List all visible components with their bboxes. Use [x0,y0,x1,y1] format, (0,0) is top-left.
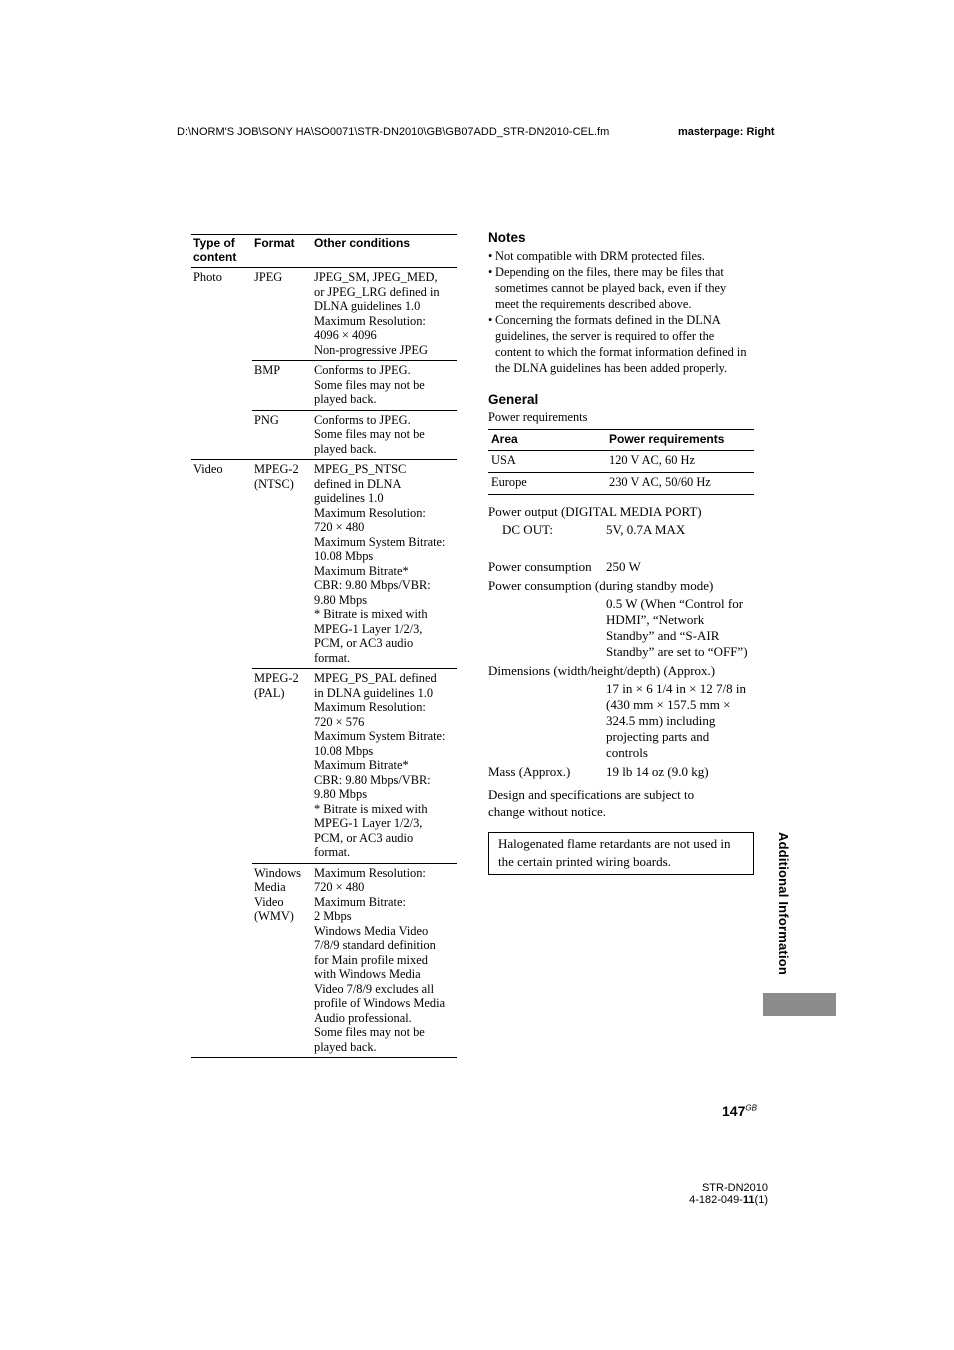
header-power-requirements: Power requirements [606,430,754,451]
page-number [722,1103,757,1119]
condition-line: played back. [314,441,377,456]
condition-line: Maximum Resolution: [314,505,426,520]
conditions-cell [312,268,457,361]
footnote-line: * Bitrate is mixed with [314,801,428,816]
condition-line: DLNA guidelines 1.0 [314,299,421,313]
model-name: STR-DN2010 [701,1182,768,1194]
condition-line: 10.08 Mbps [314,549,374,563]
table-row [191,669,457,864]
note-line: content to which the format information defined in [495,345,747,359]
condition-line: Maximum Bitrate: [314,894,406,909]
page-number-value: 147 [722,1103,746,1119]
condition-line: Some files may not be [314,1025,425,1039]
type-cell [191,410,252,460]
power-consumption-value: 250 W [606,559,641,574]
mass-value: 19 lb 14 oz (9.0 kg) [606,764,709,779]
condition-line: Video 7/8/9 excludes all [314,981,435,996]
standby-line: Standby” and “S-AIR [606,628,720,643]
standby-label: Power consumption (during standby mode) [488,578,714,593]
type-cell [191,361,252,411]
table-row [191,460,457,669]
condition-line: 720 × 480 [314,880,365,894]
table-row [191,410,457,460]
condition-line: 2 Mbps [314,909,352,923]
footnote-line: * Bitrate is mixed with [314,607,428,621]
header-format: Format [252,235,312,268]
condition-line: defined in DLNA [314,476,402,491]
power-cell: 230 V AC, 50/60 Hz [606,473,754,495]
conditions-cell [312,460,457,669]
condition-line: 720 × 576 [314,714,365,729]
condition-line: JPEG_SM, JPEG_MED, [314,270,438,284]
bitrate-footnote [314,607,455,665]
format-table [191,234,457,1058]
part-prefix: 4-182-049- [689,1194,743,1206]
header-type-label: Type of content [193,236,237,264]
footnote-line: MPEG-1 Layer 1/2/3, [314,816,423,830]
notes-list [488,248,758,376]
dc-out-value: 5V, 0.7A MAX [606,522,686,537]
condition-line: played back. [314,1039,377,1054]
condition-line: Maximum Bitrate* [314,563,409,578]
condition-line: MPEG_PS_PAL defined [314,671,437,685]
general-heading: General [488,392,539,407]
format-table-header [191,235,457,268]
table-row [191,863,457,1058]
page-number-suffix: GB [745,1103,757,1113]
power-table [488,429,754,495]
disclaimer-text [488,786,758,820]
condition-line: profile of Windows Media [314,996,446,1010]
condition-line: Conforms to JPEG. [314,412,411,427]
dimensions-line: 17 in × 6 1/4 in × 12 7/8 in [606,681,746,696]
power-row [488,451,754,473]
note-line: • Depending on the files, there may be files that [495,265,724,279]
condition-line: Windows Media Video [314,923,429,938]
footnote-line: format. [314,650,351,665]
condition-line: played back. [314,392,377,406]
standby-line: HDMI”, “Network [606,612,705,627]
note-line: sometimes cannot be played back, even if they [495,281,727,295]
note-line: guidelines, the server is required to offer the [495,329,715,343]
halogen-note-line: Halogenated flame retardants are not used in [498,836,731,851]
power-consumption-label: Power consumption [488,559,592,574]
mass-label: Mass (Approx.) [488,764,571,779]
notes-heading: Notes [488,230,526,245]
note-item [488,264,758,312]
format-cell: MPEG-2 (PAL) [252,669,312,864]
dimensions-line: controls [606,745,648,760]
condition-line: in DLNA guidelines 1.0 [314,685,434,700]
footnote-line: MPEG-1 Layer 1/2/3, [314,621,423,636]
condition-line: Maximum Bitrate* [314,758,409,772]
type-cell: Video [191,460,252,669]
format-cell: PNG [252,410,312,460]
condition-line: with Windows Media [314,967,421,981]
area-cell: Europe [488,473,606,495]
part-suffix: (1) [754,1194,768,1206]
format-cell: MPEG-2 (NTSC) [252,460,312,669]
standby-line: 0.5 W (When “Control for [606,596,744,611]
footnote-line: format. [314,845,351,859]
note-line: • Concerning the formats defined in the DLNA [495,313,721,327]
condition-line: 9.80 Mbps [314,592,368,607]
format-cell: Windows Media Video (WMV) [252,863,312,1058]
side-section-label: Additional Information [776,832,791,976]
power-table-header [488,430,754,451]
format-cell: JPEG [254,270,283,284]
disclaimer-line: change without notice. [488,804,607,819]
header-type-of-content [191,235,252,268]
power-cell: 120 V AC, 60 Hz [606,451,754,473]
dc-out-label: DC OUT: [502,522,553,537]
side-section-tab [763,993,836,1016]
halogen-note-line: the certain printed wiring boards. [498,854,671,869]
type-cell [191,863,252,1058]
condition-line: 10.08 Mbps [314,743,374,758]
conditions-cell [312,410,457,460]
type-cell: Photo [193,270,222,284]
condition-line: Non-progressive JPEG [314,342,428,357]
condition-line: 7/8/9 standard definition [314,938,436,952]
condition-line: for Main profile mixed [314,952,428,967]
part-bold: 11 [742,1194,755,1206]
condition-line: guidelines 1.0 [314,491,384,505]
condition-line: MPEG_PS_NTSC [314,462,407,476]
conditions-cell [312,669,457,864]
area-cell: USA [488,451,606,473]
standby-line: Standby” are set to “OFF”) [606,644,748,659]
table-row [191,268,457,361]
conditions-cell [312,863,457,1058]
dimensions-line: projecting parts and [606,729,710,744]
condition-line: Audio professional. [314,1010,412,1025]
header-area: Area [488,430,606,451]
power-output-label: Power output (DIGITAL MEDIA PORT) [488,504,702,519]
dimensions-line: 324.5 mm) including [606,713,716,728]
condition-line: CBR: 9.80 Mbps/VBR: [314,578,431,592]
format-table-body [191,268,457,1058]
note-line: the DLNA guidelines has been added properly. [495,361,728,375]
condition-line: 9.80 Mbps [314,787,368,801]
standby-value [606,596,766,660]
table-row [191,361,457,411]
footnote-line: PCM, or AC3 audio [314,636,414,650]
note-item [488,312,758,376]
header-other-conditions: Other conditions [312,235,457,268]
note-line: • Not compatible with DRM protected files. [495,249,705,263]
condition-line: Some files may not be [314,377,425,392]
model-info [686,1182,768,1206]
condition-line: or JPEG_LRG defined in [314,284,440,299]
dimensions-value [606,681,766,761]
power-requirements-label: Power requirements [488,410,588,424]
conditions-cell [312,361,457,411]
note-item [488,248,758,264]
bitrate-footnote [314,802,455,860]
disclaimer-line: Design and specifications are subject to [488,787,695,802]
model-part-number [686,1194,768,1206]
note-line: meet the requirements described above. [495,297,692,311]
format-cell: BMP [252,361,312,411]
dimensions-line: (430 mm × 157.5 mm × [606,697,731,712]
footnote-line: PCM, or AC3 audio [314,830,414,845]
masterpage-label: masterpage: Right [678,126,775,138]
condition-line: Maximum Resolution: [314,865,426,880]
condition-line: CBR: 9.80 Mbps/VBR: [314,772,431,787]
halogen-note-box [488,832,754,875]
condition-line: Maximum Resolution: [314,313,426,328]
condition-line: 720 × 480 [314,520,365,534]
condition-line: Maximum System Bitrate: [314,534,446,549]
condition-line: Some files may not be [314,427,425,441]
condition-line: Maximum Resolution: [314,700,426,714]
condition-line: Conforms to JPEG. [314,363,411,377]
file-path-header: D:\NORM'S JOB\SONY HA\SO0071\STR-DN2010\GB\GB07ADD_STR-DN2010-CEL.fm [177,126,610,138]
condition-line: 4096 × 4096 [314,328,377,342]
dimensions-label: Dimensions (width/height/depth) (Approx.) [488,663,716,678]
power-row [488,473,754,495]
condition-line: Maximum System Bitrate: [314,729,446,743]
type-cell [191,669,252,864]
